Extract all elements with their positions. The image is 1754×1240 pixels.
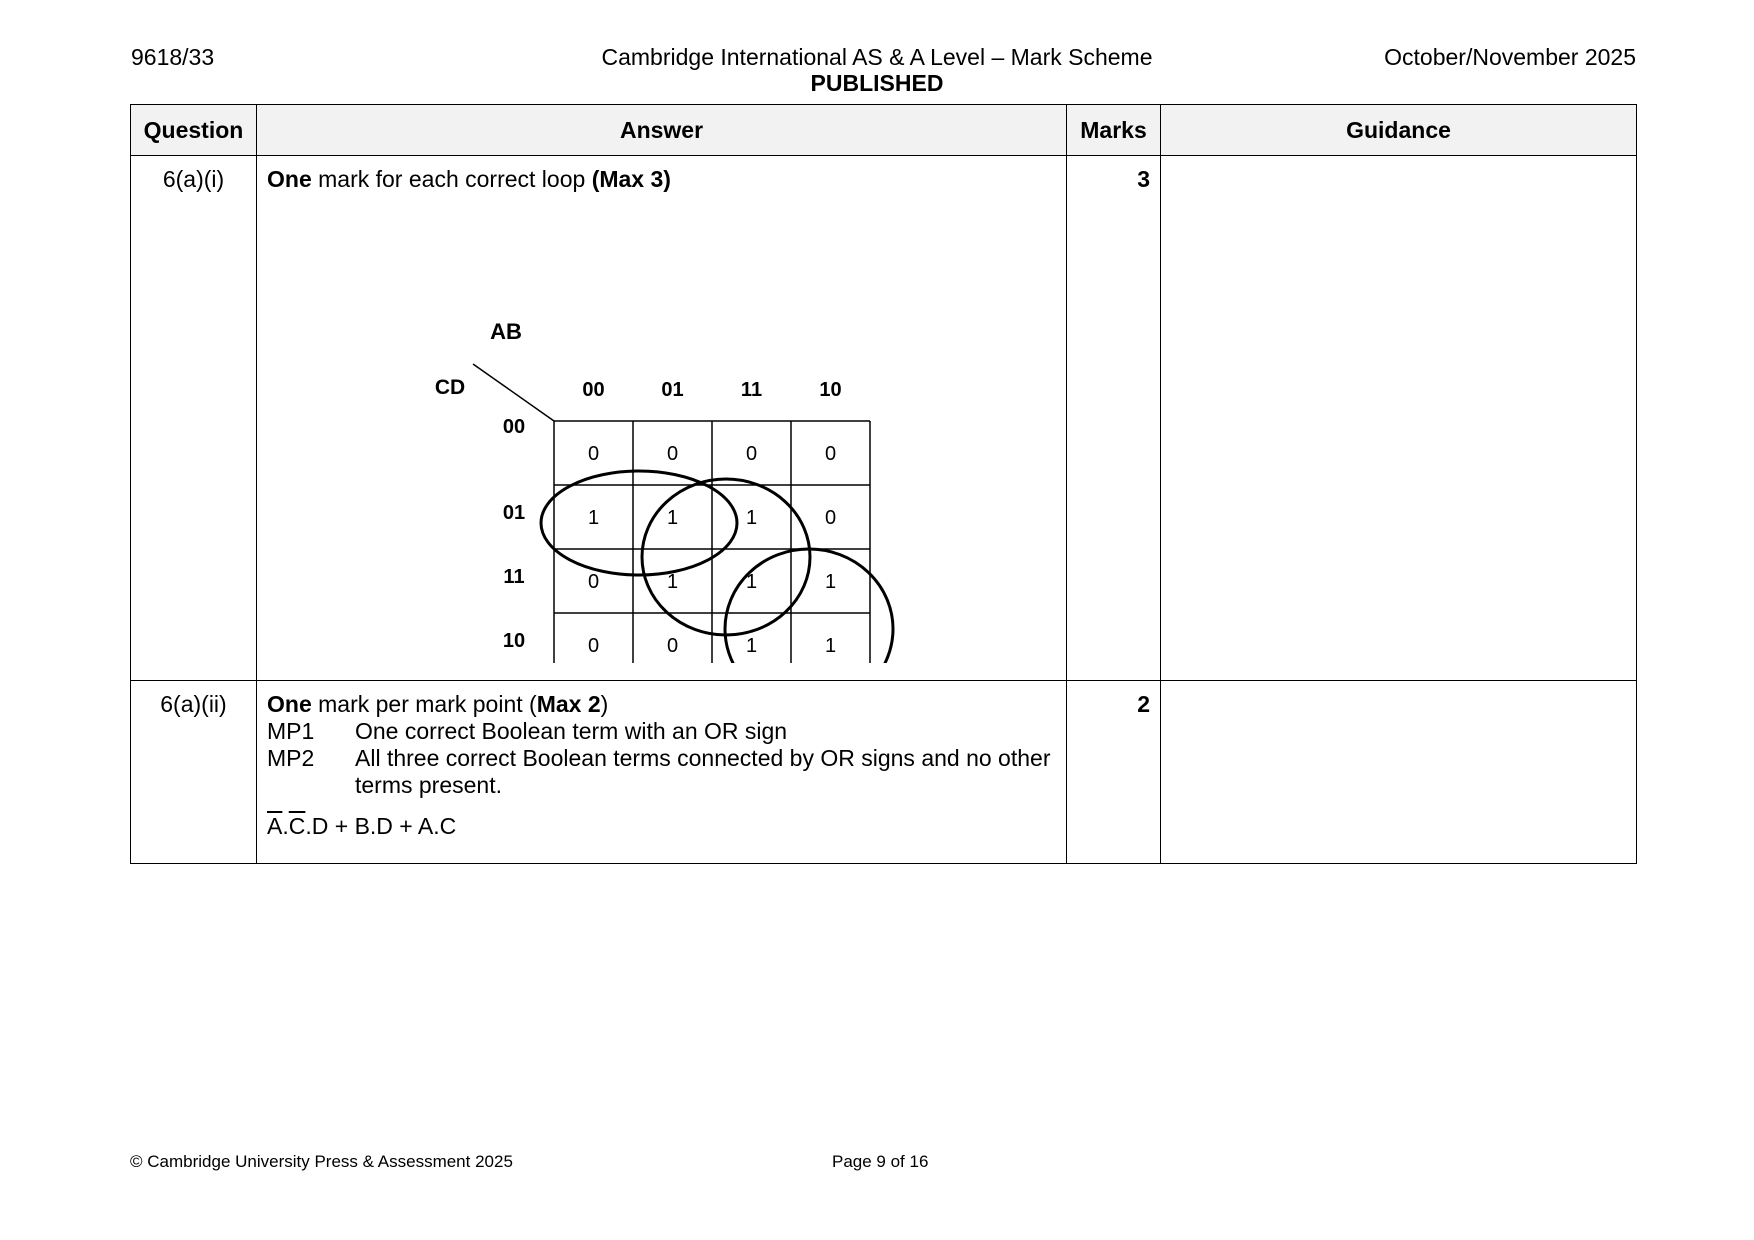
question-number: 6(a)(i) xyxy=(131,156,257,681)
answer-intro: One mark for each correct loop (Max 3) xyxy=(267,166,671,192)
col-header-marks: Marks xyxy=(1067,105,1161,156)
kmap-cell: 0 xyxy=(587,571,600,593)
guidance-cell xyxy=(1161,681,1637,864)
karnaugh-map xyxy=(387,243,907,663)
col-header-guidance: Guidance xyxy=(1161,105,1637,156)
col-header-question: Question xyxy=(131,105,257,156)
kmap-cell: 1 xyxy=(745,571,758,593)
kmap-cell: 1 xyxy=(824,571,837,593)
kmap-cell: 0 xyxy=(666,443,679,465)
kmap-cell: 0 xyxy=(745,443,758,465)
table-row xyxy=(131,156,1637,681)
kmap-loop-row01 xyxy=(541,471,737,575)
table-header-row xyxy=(131,105,1637,156)
table-row xyxy=(131,681,1637,864)
kmap-cell: 1 xyxy=(824,635,837,657)
kmap-grid xyxy=(554,421,870,663)
kmap-cell: 0 xyxy=(824,443,837,465)
kmap-cell: 1 xyxy=(745,635,758,657)
kmap-col-label: 00 xyxy=(582,379,605,401)
kmap-cell: 1 xyxy=(666,507,679,529)
kmap-ab-label: AB xyxy=(490,319,522,344)
kmap-cell: 1 xyxy=(745,507,758,529)
document-title: Cambridge International AS & A Level – Mark Scheme xyxy=(601,44,1153,70)
kmap-cell: 0 xyxy=(587,443,600,465)
kmap-col-label: 10 xyxy=(819,379,842,401)
marks-value: 3 xyxy=(1067,156,1161,681)
marks-value: 2 xyxy=(1067,681,1161,864)
answer-cell xyxy=(257,156,1067,681)
paper-code: 9618/33 xyxy=(131,44,215,70)
kmap-col-label: 11 xyxy=(740,379,763,401)
kmap-row-label: 01 xyxy=(502,502,526,524)
guidance-cell xyxy=(1161,156,1637,681)
kmap-col-label: 01 xyxy=(661,379,684,401)
col-header-answer: Answer xyxy=(257,105,1067,156)
copyright-notice: © Cambridge University Press & Assessment 2025 xyxy=(130,1152,513,1171)
kmap-corner-divider xyxy=(473,364,554,421)
answer-cell xyxy=(257,681,1067,864)
boolean-expression: $\overline{A}.\overline{C}.D + B.D + A.C$ xyxy=(267,813,457,839)
kmap-row-label: 10 xyxy=(502,630,526,652)
kmap-row-label: 00 xyxy=(502,416,526,438)
answer-intro: One mark per mark point (Max 2) xyxy=(267,691,609,717)
kmap-cell: 1 xyxy=(587,507,600,529)
kmap-cell: 1 xyxy=(666,571,679,593)
mark-scheme-table xyxy=(130,104,1637,864)
kmap-cell: 0 xyxy=(824,507,837,529)
mark-point-2: MP2 All three correct Boolean terms connected by OR signs and no other terms present. xyxy=(267,745,1051,798)
exam-session: October/November 2025 xyxy=(1384,44,1636,70)
kmap-cd-label: CD xyxy=(434,376,466,399)
kmap-row-label: 11 xyxy=(503,566,525,588)
question-number: 6(a)(ii) xyxy=(131,681,257,864)
kmap-cell: 0 xyxy=(666,635,679,657)
kmap-cell: 0 xyxy=(587,635,600,657)
document-status: PUBLISHED xyxy=(810,70,944,96)
mark-point-1: MP1 One correct Boolean term with an OR sign xyxy=(267,718,788,744)
page-number: Page 9 of 16 xyxy=(832,1152,929,1171)
